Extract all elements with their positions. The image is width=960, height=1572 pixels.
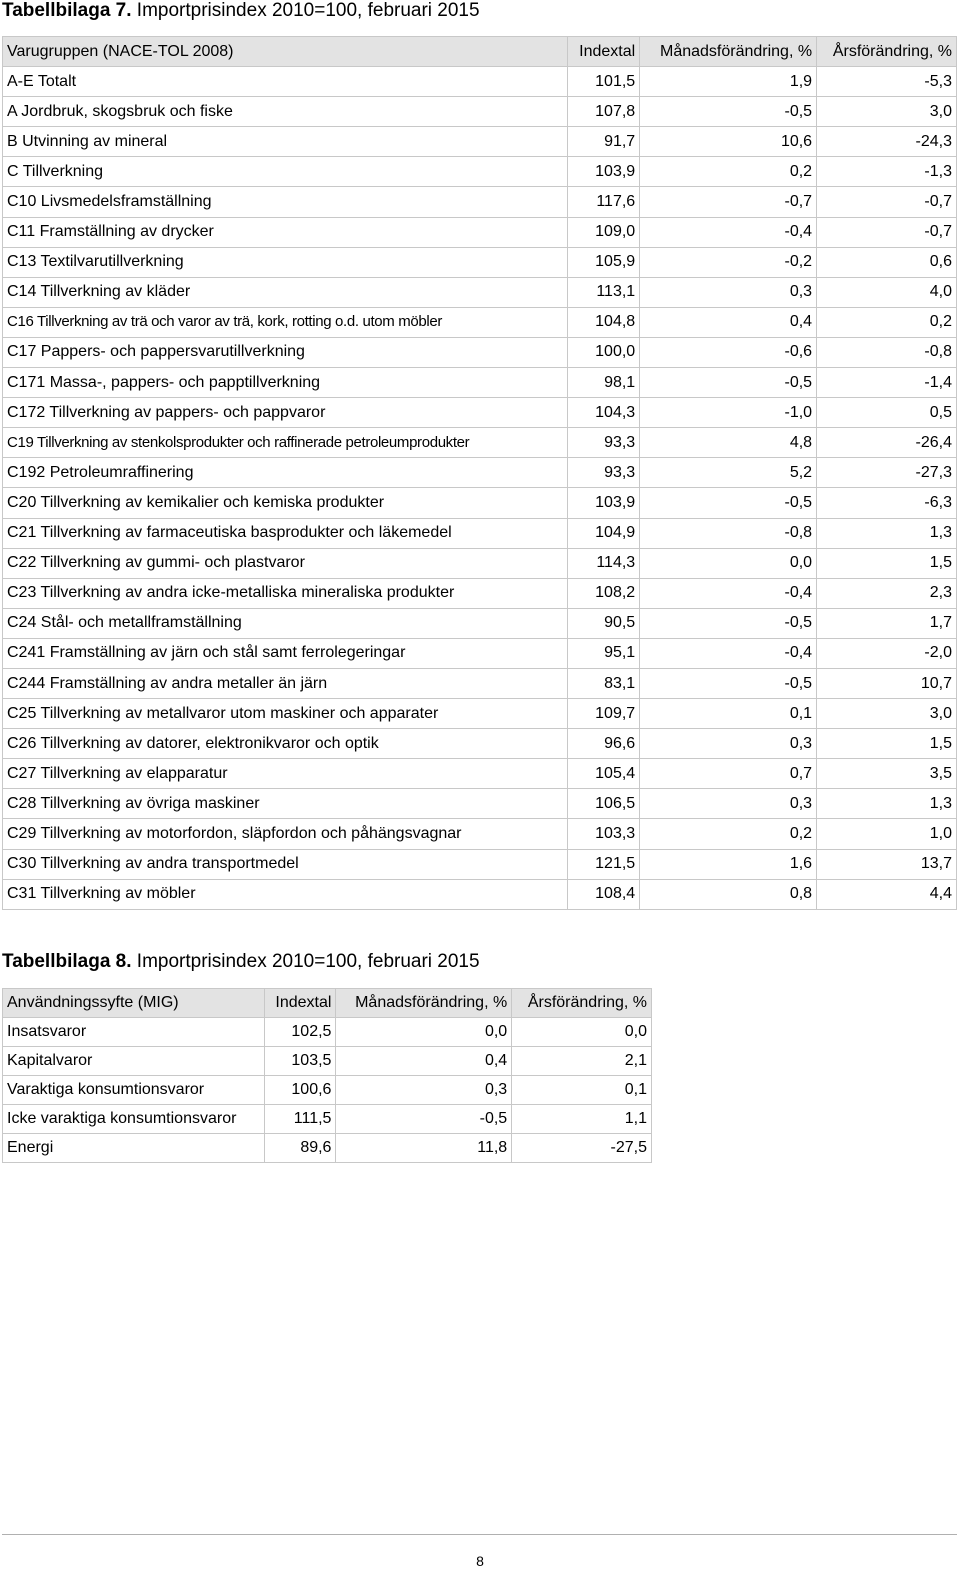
- table-row: [3, 849, 957, 879]
- cell-index: 117,6: [568, 187, 640, 217]
- cell-index: 104,9: [568, 518, 640, 548]
- table-row: [3, 608, 957, 638]
- cell-annual-change: 1,3: [817, 518, 957, 548]
- cell-label: C17 Pappers- och pappersvarutillverkning: [3, 337, 568, 367]
- cell-annual-change: -1,3: [817, 157, 957, 187]
- cell-annual-change: -26,4: [817, 428, 957, 458]
- table-row: [3, 187, 957, 217]
- cell-label: A-E Totalt: [3, 67, 568, 97]
- cell-index: 100,0: [568, 337, 640, 367]
- column-header-monthly-change: Månadsförändring, %: [336, 989, 512, 1018]
- cell-label: C30 Tillverkning av andra transportmedel: [3, 849, 568, 879]
- table-row: [3, 759, 957, 789]
- cell-annual-change: 0,0: [512, 1018, 652, 1047]
- cell-monthly-change: -0,5: [640, 608, 817, 638]
- table-row: [3, 217, 957, 247]
- table7-title-text: Importprisindex 2010=100, februari 2015: [131, 0, 480, 21]
- cell-label: C19 Tillverkning av stenkolsprodukter och raffinerade petroleumprodukter: [3, 428, 568, 458]
- table-row: [3, 307, 957, 337]
- cell-monthly-change: -0,5: [640, 97, 817, 127]
- cell-monthly-change: -0,5: [640, 668, 817, 698]
- cell-annual-change: 4,0: [817, 277, 957, 307]
- cell-monthly-change: 0,4: [336, 1047, 512, 1076]
- table-row: [3, 548, 957, 578]
- cell-monthly-change: 0,3: [640, 277, 817, 307]
- table7-body: [3, 67, 957, 910]
- table-row: [3, 729, 957, 759]
- cell-annual-change: 2,3: [817, 578, 957, 608]
- cell-index: 114,3: [568, 548, 640, 578]
- cell-monthly-change: 1,9: [640, 67, 817, 97]
- cell-monthly-change: -0,6: [640, 337, 817, 367]
- cell-annual-change: 10,7: [817, 668, 957, 698]
- cell-index: 108,2: [568, 578, 640, 608]
- table7-header-row: [3, 37, 957, 67]
- cell-label: A Jordbruk, skogsbruk och fiske: [3, 97, 568, 127]
- table8-title-label: Tabellbilaga 8.: [2, 951, 132, 972]
- table-row: [3, 157, 957, 187]
- cell-label: C28 Tillverkning av övriga maskiner: [3, 789, 568, 819]
- column-header-group: Varugruppen (NACE-TOL 2008): [3, 37, 568, 67]
- cell-index: 89,6: [264, 1134, 336, 1163]
- cell-monthly-change: -0,4: [640, 578, 817, 608]
- cell-index: 111,5: [264, 1105, 336, 1134]
- cell-index: 103,9: [568, 488, 640, 518]
- cell-label: Kapitalvaror: [3, 1047, 265, 1076]
- column-header-index: Indextal: [264, 989, 336, 1018]
- cell-monthly-change: -0,8: [640, 518, 817, 548]
- cell-index: 121,5: [568, 849, 640, 879]
- cell-label: Icke varaktiga konsumtionsvaror: [3, 1105, 265, 1134]
- cell-index: 113,1: [568, 277, 640, 307]
- cell-label: C29 Tillverkning av motorfordon, släpfordon och påhängsvagnar: [3, 819, 568, 849]
- column-header-usage: Användningssyfte (MIG): [3, 989, 265, 1018]
- table8: [2, 988, 652, 1163]
- table7-title: [2, 0, 480, 22]
- cell-index: 104,3: [568, 398, 640, 428]
- cell-index: 83,1: [568, 668, 640, 698]
- cell-monthly-change: 0,2: [640, 157, 817, 187]
- column-header-annual-change: Årsförändring, %: [817, 37, 957, 67]
- cell-label: C192 Petroleumraffinering: [3, 458, 568, 488]
- cell-label: C13 Textilvarutillverkning: [3, 247, 568, 277]
- table-row: [3, 97, 957, 127]
- table-row: [3, 699, 957, 729]
- cell-annual-change: -0,7: [817, 187, 957, 217]
- table8-header-row: [3, 989, 652, 1018]
- cell-index: 105,4: [568, 759, 640, 789]
- cell-annual-change: 1,7: [817, 608, 957, 638]
- cell-monthly-change: 0,3: [640, 789, 817, 819]
- cell-label: C14 Tillverkning av kläder: [3, 277, 568, 307]
- table8-body: [3, 1018, 652, 1163]
- page-number: 8: [476, 1553, 484, 1569]
- cell-index: 98,1: [568, 368, 640, 398]
- cell-monthly-change: 0,4: [640, 307, 817, 337]
- table-row: [3, 247, 957, 277]
- table-row: [3, 368, 957, 398]
- cell-label: C27 Tillverkning av elapparatur: [3, 759, 568, 789]
- cell-annual-change: 13,7: [817, 849, 957, 879]
- cell-annual-change: 1,1: [512, 1105, 652, 1134]
- cell-annual-change: -27,5: [512, 1134, 652, 1163]
- cell-annual-change: -0,8: [817, 337, 957, 367]
- cell-index: 96,6: [568, 729, 640, 759]
- cell-monthly-change: -0,5: [640, 368, 817, 398]
- cell-index: 103,3: [568, 819, 640, 849]
- table8-title: [2, 951, 480, 973]
- table-row: [3, 638, 957, 668]
- table-row: [3, 428, 957, 458]
- cell-monthly-change: -0,5: [640, 488, 817, 518]
- cell-annual-change: -2,0: [817, 638, 957, 668]
- footer-divider: [2, 1534, 957, 1535]
- table7-title-label: Tabellbilaga 7.: [2, 0, 132, 21]
- table-row: [3, 1105, 652, 1134]
- cell-label: C24 Stål- och metallframställning: [3, 608, 568, 638]
- cell-label: C11 Framställning av drycker: [3, 217, 568, 247]
- cell-label: C22 Tillverkning av gummi- och plastvaror: [3, 548, 568, 578]
- cell-monthly-change: -0,2: [640, 247, 817, 277]
- cell-monthly-change: 4,8: [640, 428, 817, 458]
- table-row: [3, 879, 957, 909]
- cell-monthly-change: 1,6: [640, 849, 817, 879]
- cell-annual-change: -5,3: [817, 67, 957, 97]
- table-row: [3, 1134, 652, 1163]
- cell-index: 104,8: [568, 307, 640, 337]
- cell-index: 103,5: [264, 1047, 336, 1076]
- cell-index: 105,9: [568, 247, 640, 277]
- table-row: [3, 789, 957, 819]
- cell-label: Insatsvaror: [3, 1018, 265, 1047]
- cell-annual-change: -0,7: [817, 217, 957, 247]
- table-row: [3, 277, 957, 307]
- cell-label: C20 Tillverkning av kemikalier och kemiska produkter: [3, 488, 568, 518]
- cell-annual-change: 0,5: [817, 398, 957, 428]
- cell-index: 93,3: [568, 458, 640, 488]
- cell-annual-change: -24,3: [817, 127, 957, 157]
- cell-annual-change: 2,1: [512, 1047, 652, 1076]
- cell-annual-change: 4,4: [817, 879, 957, 909]
- table7: [2, 36, 957, 910]
- cell-monthly-change: 0,0: [640, 548, 817, 578]
- table-row: [3, 518, 957, 548]
- cell-label: C244 Framställning av andra metaller än järn: [3, 668, 568, 698]
- cell-label: C25 Tillverkning av metallvaror utom maskiner och apparater: [3, 699, 568, 729]
- table-row: [3, 67, 957, 97]
- cell-index: 100,6: [264, 1076, 336, 1105]
- cell-index: 102,5: [264, 1018, 336, 1047]
- table-row: [3, 127, 957, 157]
- cell-label: Energi: [3, 1134, 265, 1163]
- cell-annual-change: 1,5: [817, 548, 957, 578]
- cell-annual-change: 1,3: [817, 789, 957, 819]
- cell-annual-change: 1,0: [817, 819, 957, 849]
- cell-monthly-change: 0,7: [640, 759, 817, 789]
- cell-monthly-change: 0,8: [640, 879, 817, 909]
- cell-monthly-change: 11,8: [336, 1134, 512, 1163]
- cell-index: 109,7: [568, 699, 640, 729]
- cell-index: 93,3: [568, 428, 640, 458]
- cell-index: 95,1: [568, 638, 640, 668]
- cell-monthly-change: -0,7: [640, 187, 817, 217]
- cell-monthly-change: -0,4: [640, 638, 817, 668]
- cell-monthly-change: 0,2: [640, 819, 817, 849]
- table-row: [3, 488, 957, 518]
- cell-label: C Tillverkning: [3, 157, 568, 187]
- cell-label: C16 Tillverkning av trä och varor av trä, kork, rotting o.d. utom möbler: [3, 307, 568, 337]
- cell-label: B Utvinning av mineral: [3, 127, 568, 157]
- cell-annual-change: -1,4: [817, 368, 957, 398]
- cell-annual-change: 3,5: [817, 759, 957, 789]
- cell-label: C26 Tillverkning av datorer, elektronikvaror och optik: [3, 729, 568, 759]
- cell-monthly-change: 0,0: [336, 1018, 512, 1047]
- table-row: [3, 1076, 652, 1105]
- cell-monthly-change: 0,3: [640, 729, 817, 759]
- cell-annual-change: 0,6: [817, 247, 957, 277]
- cell-index: 109,0: [568, 217, 640, 247]
- cell-index: 107,8: [568, 97, 640, 127]
- table8-title-text: Importprisindex 2010=100, februari 2015: [131, 951, 480, 972]
- column-header-index: Indextal: [568, 37, 640, 67]
- column-header-monthly-change: Månadsförändring, %: [640, 37, 817, 67]
- cell-monthly-change: -1,0: [640, 398, 817, 428]
- cell-index: 90,5: [568, 608, 640, 638]
- table-row: [3, 668, 957, 698]
- cell-annual-change: 0,2: [817, 307, 957, 337]
- cell-index: 108,4: [568, 879, 640, 909]
- cell-index: 91,7: [568, 127, 640, 157]
- cell-label: C172 Tillverkning av pappers- och pappvaror: [3, 398, 568, 428]
- cell-label: C21 Tillverkning av farmaceutiska basprodukter och läkemedel: [3, 518, 568, 548]
- cell-monthly-change: 10,6: [640, 127, 817, 157]
- cell-index: 103,9: [568, 157, 640, 187]
- table-row: [3, 578, 957, 608]
- cell-annual-change: 0,1: [512, 1076, 652, 1105]
- cell-annual-change: 3,0: [817, 97, 957, 127]
- cell-annual-change: -6,3: [817, 488, 957, 518]
- cell-label: Varaktiga konsumtionsvaror: [3, 1076, 265, 1105]
- cell-index: 101,5: [568, 67, 640, 97]
- cell-label: C10 Livsmedelsframställning: [3, 187, 568, 217]
- table-row: [3, 398, 957, 428]
- cell-label: C31 Tillverkning av möbler: [3, 879, 568, 909]
- cell-annual-change: 3,0: [817, 699, 957, 729]
- cell-label: C23 Tillverkning av andra icke-metalliska mineraliska produkter: [3, 578, 568, 608]
- table-row: [3, 819, 957, 849]
- cell-monthly-change: -0,4: [640, 217, 817, 247]
- table-row: [3, 1018, 652, 1047]
- cell-monthly-change: 0,3: [336, 1076, 512, 1105]
- cell-annual-change: 1,5: [817, 729, 957, 759]
- table-row: [3, 458, 957, 488]
- cell-monthly-change: -0,5: [336, 1105, 512, 1134]
- table-row: [3, 1047, 652, 1076]
- cell-annual-change: -27,3: [817, 458, 957, 488]
- cell-index: 106,5: [568, 789, 640, 819]
- cell-label: C241 Framställning av järn och stål samt ferrolegeringar: [3, 638, 568, 668]
- cell-monthly-change: 0,1: [640, 699, 817, 729]
- cell-label: C171 Massa-, pappers- och papptillverkning: [3, 368, 568, 398]
- cell-monthly-change: 5,2: [640, 458, 817, 488]
- column-header-annual-change: Årsförändring, %: [512, 989, 652, 1018]
- table-row: [3, 337, 957, 367]
